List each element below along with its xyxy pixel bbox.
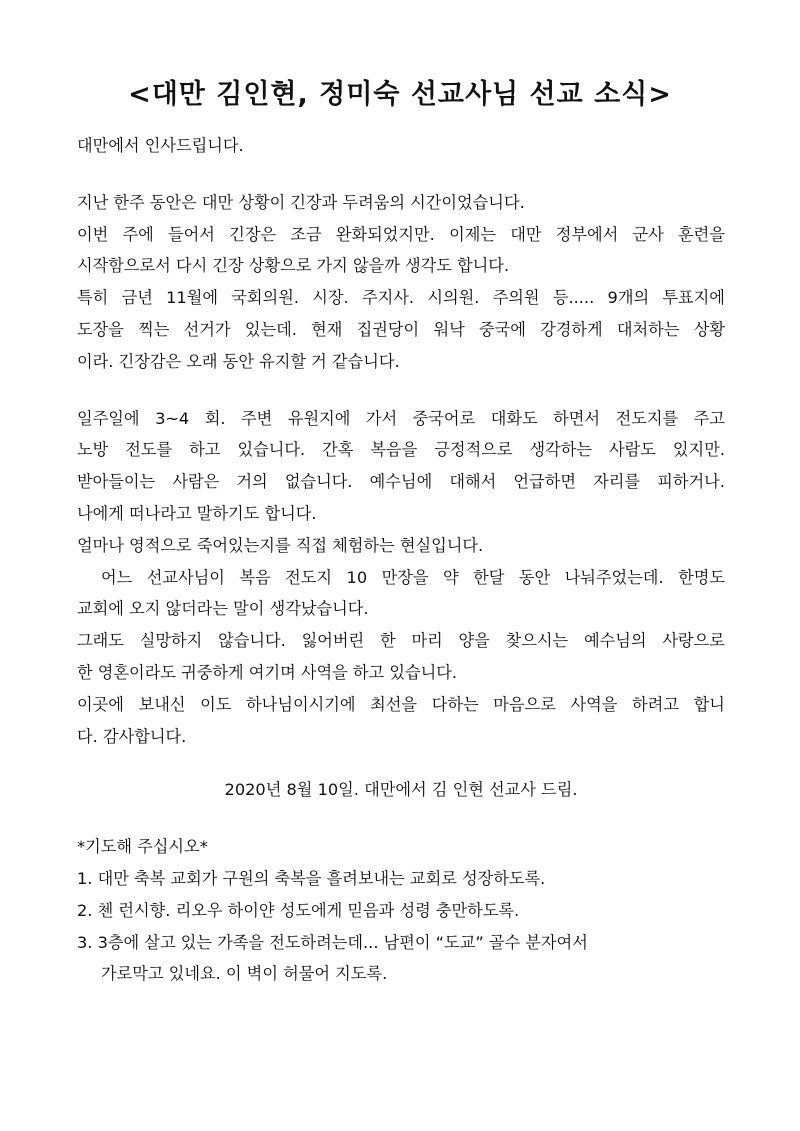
word: 어느 bbox=[101, 567, 133, 587]
word: 만장을 bbox=[381, 567, 429, 587]
word: 대화도 bbox=[490, 408, 538, 428]
word: 약 bbox=[443, 567, 459, 587]
word: 않습니다. bbox=[218, 631, 286, 651]
word: 중국어로 bbox=[412, 408, 476, 428]
word: 실망하지 bbox=[139, 631, 203, 651]
prayer-item: 2. 첸 런시향. 리오우 하이얀 성도에게 믿음과 성령 충만하도록. bbox=[77, 900, 520, 920]
word: 이도 bbox=[200, 694, 232, 714]
document-title: <대만 김인현, 정미숙 선교사님 선교 소식> bbox=[128, 79, 672, 110]
word: 사역을 bbox=[570, 694, 618, 714]
word: 3~4 bbox=[155, 408, 190, 428]
word: 그래도 bbox=[77, 631, 124, 651]
word: 선거가 bbox=[183, 319, 231, 339]
word: 들어서 bbox=[168, 224, 215, 244]
text-line: 얼마나 영적으로 죽어있는지를 직접 체험하는 현실입니다. bbox=[77, 535, 484, 555]
word: 주고 bbox=[693, 408, 725, 428]
word: 찾으시는 bbox=[505, 631, 569, 651]
word: 노방 bbox=[77, 440, 109, 460]
word: 있습니다. bbox=[237, 440, 306, 460]
text-line: 교회에 오지 않더라는 말이 생각났습니다. bbox=[77, 599, 369, 619]
word: 양을 bbox=[458, 631, 490, 651]
word: 복음 bbox=[239, 567, 271, 587]
prayer-item: 1. 대만 축복 교회가 구원의 축복을 흘려보내는 교회로 성장하도록. bbox=[77, 868, 546, 888]
word: 금년 bbox=[121, 288, 153, 308]
word: 특히 bbox=[77, 288, 109, 308]
paragraph-ministry bbox=[77, 403, 725, 753]
word: 가서 bbox=[365, 408, 398, 428]
text-line: 한 영혼이라도 귀중하게 여기며 사역을 하고 있습니다. bbox=[77, 662, 458, 682]
word: 대해서 bbox=[449, 472, 497, 492]
word: 국회의원. bbox=[231, 288, 299, 308]
word: 사람도 bbox=[609, 440, 656, 460]
text-line bbox=[77, 434, 725, 466]
word: 나눠주었는데. bbox=[564, 567, 664, 587]
word: 회. bbox=[204, 408, 226, 428]
word: 조금 bbox=[290, 224, 322, 244]
word: 9개의 bbox=[607, 288, 650, 308]
word: 이곳에 bbox=[77, 694, 124, 714]
word: 복음을 bbox=[370, 440, 418, 460]
word: 주지사. bbox=[361, 288, 415, 308]
word: 11월에 bbox=[166, 288, 218, 308]
letter-body bbox=[77, 130, 725, 990]
word: 하고 bbox=[189, 440, 221, 460]
word: 대만 bbox=[510, 224, 542, 244]
word: 이번 bbox=[77, 224, 109, 244]
word: 예수님의 bbox=[584, 631, 647, 651]
word: 피하거나. bbox=[657, 472, 725, 492]
text-line: 이라. 긴장감은 오래 동안 유지할 거 같습니다. bbox=[77, 351, 400, 371]
word: 대처하는 bbox=[616, 319, 680, 339]
word: 최선을 bbox=[370, 694, 418, 714]
word: 찍는 bbox=[138, 319, 170, 339]
text-line bbox=[77, 282, 725, 314]
word: 워낙 bbox=[433, 319, 465, 339]
word: 유원지에 bbox=[287, 408, 351, 428]
word: 완화되었지만. bbox=[335, 224, 435, 244]
word: 주변 bbox=[241, 408, 273, 428]
word: 전도지를 bbox=[615, 408, 679, 428]
word: 투표지에 bbox=[662, 288, 725, 308]
word: 있지만. bbox=[672, 440, 725, 460]
word: 강경하게 bbox=[540, 319, 603, 339]
word: 있는데. bbox=[244, 319, 297, 339]
text-line bbox=[77, 689, 725, 721]
word: 정부에서 bbox=[555, 224, 619, 244]
word: 자리를 bbox=[593, 472, 641, 492]
word: 거의 bbox=[236, 472, 268, 492]
word: 10 bbox=[346, 567, 368, 587]
text-line bbox=[77, 403, 725, 435]
word: 전도를 bbox=[125, 440, 173, 460]
word: 시장. bbox=[312, 288, 349, 308]
word: 훈련을 bbox=[678, 224, 725, 244]
word: 현재 bbox=[311, 319, 343, 339]
word: 일주일에 bbox=[77, 408, 140, 428]
word: 하려고 bbox=[632, 694, 679, 714]
prayer-heading: *기도해 주십시오* bbox=[77, 837, 208, 857]
text-line: 시작함으로서 다시 긴장 상황으로 가지 않을까 생각도 합니다. bbox=[77, 256, 510, 276]
word: 한명도 bbox=[678, 567, 725, 587]
word: 간혹 bbox=[322, 440, 354, 460]
text-line: 나에게 떠나라고 말하기도 합니다. bbox=[77, 503, 317, 523]
word: 마리 bbox=[411, 631, 443, 651]
word: 주에 bbox=[122, 224, 154, 244]
word: 동안 bbox=[518, 567, 551, 587]
word: 하면서 bbox=[553, 408, 601, 428]
word: 중국에 bbox=[478, 319, 526, 339]
word: 보내신 bbox=[138, 694, 186, 714]
text-line: 다. 감사합니다. bbox=[77, 726, 187, 746]
word: 다하는 bbox=[431, 694, 479, 714]
word: 전도지 bbox=[285, 567, 333, 587]
word: 이제는 bbox=[449, 224, 496, 244]
text-line bbox=[77, 219, 725, 251]
word: 마음으로 bbox=[493, 694, 556, 714]
word: 시의원. bbox=[427, 288, 480, 308]
word: 선교사님이 bbox=[146, 567, 225, 587]
word: 사람은 bbox=[172, 472, 220, 492]
word: 긴장은 bbox=[229, 224, 277, 244]
word: 잃어버린 bbox=[301, 631, 365, 651]
prayer-item-continuation: 가로막고 있네요. 이 벽이 허물어 지도록. bbox=[101, 964, 388, 984]
text-line bbox=[77, 562, 725, 594]
prayer-item: 3. 3층에 살고 있는 가족을 전도하려는데... 남편이 “도교” 골수 분자여서 bbox=[77, 932, 588, 952]
word: 예수님에 bbox=[369, 472, 433, 492]
text-line bbox=[77, 314, 725, 346]
word: 긍정적으로 bbox=[434, 440, 513, 460]
word: 한달 bbox=[473, 567, 505, 587]
paragraph-situation bbox=[77, 187, 725, 378]
word: 집권당이 bbox=[356, 319, 420, 339]
word: 합니 bbox=[693, 694, 725, 714]
text-line: 지난 한주 동안은 대만 상황이 긴장과 두려움의 시간이었습니다. bbox=[77, 192, 525, 212]
text-line bbox=[77, 625, 725, 657]
word: 한 bbox=[380, 631, 396, 651]
text-line bbox=[77, 466, 725, 498]
word: 등..... bbox=[552, 288, 595, 308]
word: 언급하면 bbox=[513, 472, 576, 492]
word: 도장을 bbox=[77, 319, 124, 339]
prayer-requests bbox=[77, 831, 725, 990]
word: 생각하는 bbox=[529, 440, 593, 460]
signature-line: 2020년 8월 10일. 대만에서 김 인현 선교사 드림. bbox=[224, 780, 578, 800]
word: 군사 bbox=[632, 224, 664, 244]
word: 상황 bbox=[693, 319, 725, 339]
word: 하나님이시기에 bbox=[246, 694, 356, 714]
greeting: 대만에서 인사드립니다. bbox=[77, 136, 244, 155]
word: 주의원 bbox=[492, 288, 540, 308]
word: 없습니다. bbox=[284, 472, 353, 492]
word: 사랑으로 bbox=[662, 631, 725, 651]
word: 받아들이는 bbox=[77, 472, 156, 492]
